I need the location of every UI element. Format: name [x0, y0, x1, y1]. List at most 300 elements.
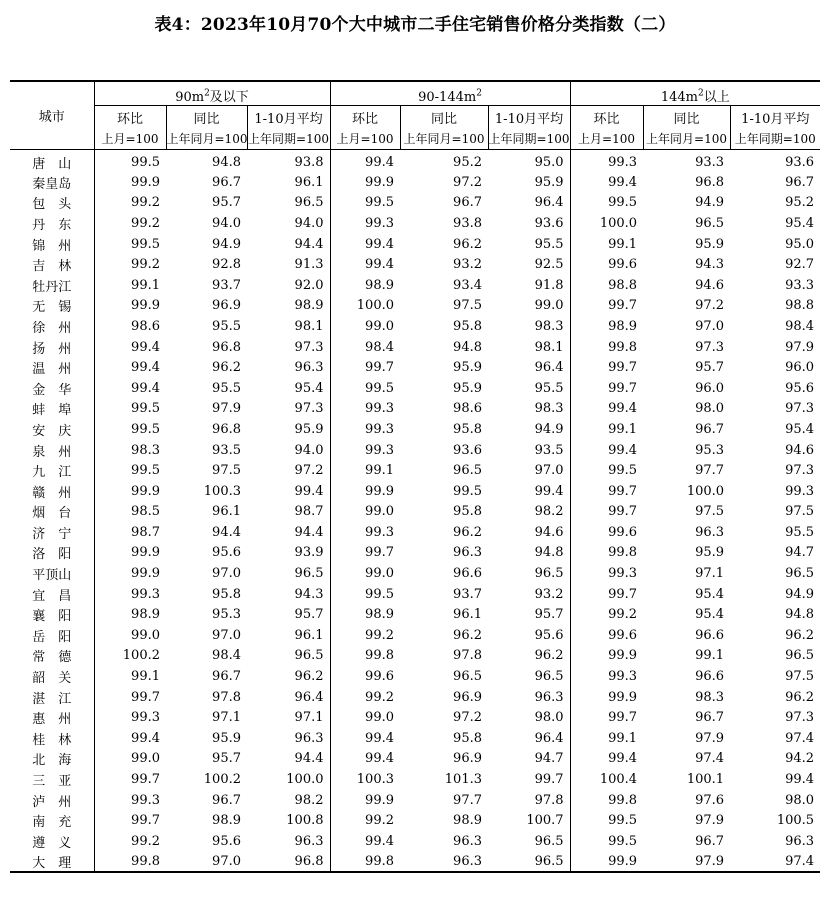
value-cell: 92.8	[212, 257, 241, 273]
city-cell: 济 宁	[10, 522, 94, 543]
table-row	[10, 440, 820, 461]
sub-header: 环比	[94, 106, 166, 129]
value-cell: 99.3	[131, 792, 160, 808]
city-cell: 丹 东	[10, 213, 94, 234]
value-cell: 94.4	[294, 524, 324, 540]
sub-header: 1-10月平均	[730, 106, 820, 129]
value-cell: 96.7	[212, 792, 241, 808]
value-cell: 99.4	[294, 483, 324, 499]
value-cell: 95.5	[212, 380, 241, 396]
value-cell: 93.2	[534, 586, 564, 602]
value-cell: 98.8	[785, 298, 815, 314]
value-cell: 97.9	[695, 730, 725, 746]
city-cell: 桂 林	[10, 728, 94, 749]
table-row	[10, 831, 820, 852]
value-cell: 95.6	[785, 380, 815, 396]
value-cell: 99.0	[131, 627, 160, 643]
value-cell: 99.8	[94, 852, 166, 873]
value-cell: 96.2	[534, 648, 564, 664]
value-cell: 97.3	[785, 710, 815, 726]
value-cell: 96.5	[294, 566, 324, 582]
value-cell: 93.2	[453, 257, 482, 273]
base-header: 上月=100	[570, 128, 643, 150]
value-cell: 95.9	[695, 545, 725, 561]
city-cell: 徐 州	[10, 316, 94, 337]
value-cell: 97.0	[212, 566, 241, 582]
value-cell: 99.9	[330, 481, 400, 502]
value-cell: 96.6	[695, 669, 725, 685]
table-row	[10, 769, 820, 790]
value-cell: 99.4	[570, 172, 643, 193]
table-row	[10, 213, 820, 234]
value-cell: 93.8	[453, 215, 482, 231]
value-cell: 94.0	[294, 442, 324, 458]
value-cell: 99.5	[330, 584, 400, 605]
value-cell: 100.5	[776, 813, 815, 829]
city-cell: 赣 州	[10, 481, 94, 502]
value-cell: 96.5	[488, 852, 570, 873]
value-cell: 96.3	[785, 833, 815, 849]
table-row	[10, 687, 820, 708]
table-row	[10, 357, 820, 378]
city-cell: 遵 义	[10, 831, 94, 852]
value-cell: 99.1	[570, 728, 643, 749]
value-cell: 96.3	[453, 833, 482, 849]
value-cell: 97.5	[695, 504, 725, 520]
value-cell: 96.8	[212, 421, 241, 437]
value-cell: 95.6	[534, 627, 564, 643]
table-row	[10, 399, 820, 420]
value-cell: 99.0	[330, 502, 400, 523]
value-cell: 96.8	[212, 339, 241, 355]
value-cell: 99.9	[131, 483, 160, 499]
city-cell: 洛 阳	[10, 543, 94, 564]
value-cell: 97.3	[294, 401, 324, 417]
table-row	[10, 296, 820, 317]
table-row	[10, 728, 820, 749]
value-cell: 94.6	[785, 442, 815, 458]
value-cell: 99.0	[534, 298, 564, 314]
value-cell: 94.8	[212, 155, 241, 170]
value-cell: 99.9	[131, 298, 160, 314]
group-label-pre: 144m	[660, 90, 698, 105]
value-cell: 99.6	[570, 522, 643, 543]
value-cell: 95.8	[453, 730, 482, 746]
value-cell: 94.3	[294, 586, 324, 602]
value-cell: 97.4	[785, 730, 815, 746]
value-cell: 99.5	[570, 831, 643, 852]
city-cell: 烟 台	[10, 502, 94, 523]
value-cell: 94.8	[453, 339, 482, 355]
value-cell: 96.1	[294, 174, 324, 190]
value-cell: 96.9	[453, 689, 482, 705]
table-row	[10, 378, 820, 399]
value-cell: 99.5	[570, 810, 643, 831]
city-cell: 湛 江	[10, 687, 94, 708]
value-cell: 96.1	[294, 627, 324, 643]
value-cell: 96.7	[785, 174, 815, 190]
value-cell: 95.8	[212, 586, 241, 602]
value-cell: 99.1	[330, 460, 400, 481]
value-cell: 100.4	[570, 769, 643, 790]
value-cell: 99.2	[330, 687, 400, 708]
value-cell: 99.7	[570, 707, 643, 728]
value-cell: 96.3	[695, 524, 725, 540]
table-row	[10, 543, 820, 564]
value-cell: 96.2	[453, 236, 482, 252]
group-header-small	[94, 81, 330, 106]
table-row	[10, 522, 820, 543]
value-cell: 97.5	[212, 463, 241, 479]
value-cell: 97.0	[166, 852, 247, 873]
city-cell: 吉 林	[10, 254, 94, 275]
table-row	[10, 749, 820, 770]
value-cell: 95.8	[453, 421, 482, 437]
value-cell: 99.0	[330, 563, 400, 584]
value-cell: 94.8	[534, 545, 564, 561]
value-cell: 94.9	[785, 586, 815, 602]
value-cell: 99.8	[330, 646, 400, 667]
value-cell: 96.6	[453, 566, 482, 582]
value-cell: 97.7	[453, 792, 482, 808]
value-cell: 99.3	[570, 563, 643, 584]
value-cell: 96.3	[400, 852, 488, 873]
value-cell: 96.7	[695, 421, 725, 437]
value-cell: 97.2	[453, 174, 482, 190]
value-cell: 95.9	[534, 174, 564, 190]
value-cell: 93.7	[453, 586, 482, 602]
value-cell: 93.5	[212, 442, 241, 458]
value-cell: 99.8	[330, 852, 400, 873]
value-cell: 99.3	[330, 399, 400, 420]
value-cell: 99.8	[570, 543, 643, 564]
value-cell: 92.5	[534, 257, 564, 273]
table-row	[10, 810, 820, 831]
value-cell: 95.8	[453, 318, 482, 334]
value-cell: 99.3	[570, 666, 643, 687]
city-cell: 牡丹江	[10, 275, 94, 296]
table-row	[10, 419, 820, 440]
city-cell: 唐 山	[10, 150, 94, 173]
value-cell: 99.4	[534, 483, 564, 499]
value-cell: 100.7	[526, 813, 564, 829]
value-cell: 93.8	[294, 155, 324, 170]
value-cell: 98.4	[212, 648, 241, 664]
value-cell: 99.4	[131, 730, 160, 746]
group-label-sup: 2	[204, 88, 210, 99]
value-cell: 96.5	[785, 648, 815, 664]
value-cell: 97.3	[785, 401, 815, 417]
value-cell: 94.9	[212, 236, 241, 252]
value-cell: 99.2	[570, 604, 643, 625]
city-cell: 南 充	[10, 810, 94, 831]
value-cell: 99.5	[570, 193, 643, 214]
value-cell: 99.5	[131, 401, 160, 417]
value-cell: 96.3	[294, 833, 324, 849]
value-cell: 98.9	[570, 316, 643, 337]
value-cell: 95.7	[695, 360, 725, 376]
value-cell: 99.3	[330, 419, 400, 440]
value-cell: 95.4	[695, 607, 725, 623]
value-cell: 99.4	[330, 728, 400, 749]
city-cell: 韶 关	[10, 666, 94, 687]
value-cell: 96.5	[453, 669, 482, 685]
value-cell: 99.4	[131, 380, 160, 396]
table-row	[10, 150, 820, 173]
group-label-sup: 2	[476, 88, 482, 99]
value-cell: 95.7	[212, 195, 241, 211]
value-cell: 96.5	[534, 669, 564, 685]
value-cell: 98.1	[294, 318, 324, 334]
value-cell: 96.5	[785, 566, 815, 582]
value-cell: 94.6	[695, 277, 725, 293]
value-cell: 99.4	[330, 749, 400, 770]
value-cell: 95.3	[695, 442, 725, 458]
value-cell: 98.7	[131, 524, 160, 540]
value-cell: 94.8	[785, 607, 815, 623]
city-cell: 常 德	[10, 646, 94, 667]
value-cell: 99.4	[570, 440, 643, 461]
value-cell: 100.0	[686, 483, 725, 499]
value-cell: 99.4	[330, 234, 400, 255]
value-cell: 98.6	[131, 318, 160, 334]
value-cell: 99.3	[330, 440, 400, 461]
value-cell: 97.0	[534, 463, 564, 479]
value-cell: 98.9	[453, 813, 482, 829]
value-cell: 97.8	[453, 648, 482, 664]
value-cell: 96.1	[212, 504, 241, 520]
value-cell: 93.6	[785, 155, 815, 170]
value-cell: 99.6	[570, 625, 643, 646]
city-cell: 岳 阳	[10, 625, 94, 646]
value-cell: 99.4	[330, 831, 400, 852]
value-cell: 98.4	[785, 318, 815, 334]
value-cell: 99.2	[330, 810, 400, 831]
value-cell: 99.7	[330, 543, 400, 564]
base-header: 上月=100	[94, 128, 166, 150]
value-cell: 95.2	[453, 155, 482, 170]
city-column-header: 城市	[10, 81, 94, 150]
value-cell: 96.3	[534, 689, 564, 705]
value-cell: 99.1	[131, 277, 160, 293]
value-cell: 99.9	[131, 566, 160, 582]
table-row	[10, 852, 820, 873]
value-cell: 99.5	[131, 463, 160, 479]
city-cell: 九 江	[10, 460, 94, 481]
value-cell: 99.4	[570, 399, 643, 420]
value-cell: 95.5	[785, 524, 815, 540]
value-cell: 99.1	[570, 234, 643, 255]
value-cell: 97.7	[695, 463, 725, 479]
page-title: 表4：2023年10月70个大中城市二手住宅销售价格分类指数（二）	[154, 15, 676, 35]
value-cell: 99.9	[570, 687, 643, 708]
value-cell: 100.3	[203, 483, 241, 499]
value-cell: 94.6	[534, 524, 564, 540]
value-cell: 96.2	[785, 689, 815, 705]
value-cell: 99.8	[570, 337, 643, 358]
value-cell: 96.0	[695, 380, 725, 396]
value-cell: 99.9	[131, 174, 160, 190]
value-cell: 96.1	[453, 607, 482, 623]
value-cell: 97.9	[643, 852, 730, 873]
value-cell: 97.4	[695, 751, 725, 767]
value-cell: 94.3	[695, 257, 725, 273]
base-header: 上年同期=100	[730, 128, 820, 150]
value-cell: 95.2	[785, 195, 815, 211]
value-cell: 96.7	[212, 174, 241, 190]
city-cell: 宜 昌	[10, 584, 94, 605]
value-cell: 97.0	[695, 318, 725, 334]
header-row-base	[10, 128, 820, 150]
value-cell: 95.5	[534, 380, 564, 396]
value-cell: 99.3	[131, 586, 160, 602]
value-cell: 97.0	[212, 627, 241, 643]
value-cell: 93.7	[212, 277, 241, 293]
value-cell: 97.8	[534, 792, 564, 808]
value-cell: 99.3	[785, 483, 815, 499]
sub-header: 同比	[400, 106, 488, 129]
value-cell: 96.2	[453, 524, 482, 540]
value-cell: 96.3	[453, 545, 482, 561]
value-cell: 99.0	[330, 707, 400, 728]
value-cell: 99.2	[131, 833, 160, 849]
value-cell: 93.9	[294, 545, 324, 561]
value-cell: 99.3	[570, 150, 643, 173]
city-cell: 金 华	[10, 378, 94, 399]
sub-header: 环比	[570, 106, 643, 129]
value-cell: 96.8	[247, 852, 330, 873]
value-cell: 95.7	[294, 607, 324, 623]
value-cell: 94.7	[534, 751, 564, 767]
value-cell: 98.4	[330, 337, 400, 358]
value-cell: 101.3	[444, 772, 482, 788]
value-cell: 97.9	[695, 813, 725, 829]
value-cell: 95.9	[695, 236, 725, 252]
value-cell: 99.4	[785, 772, 815, 788]
value-cell: 99.5	[330, 193, 400, 214]
value-cell: 98.3	[534, 401, 564, 417]
city-cell: 惠 州	[10, 707, 94, 728]
table-row	[10, 502, 820, 523]
value-cell: 98.9	[294, 298, 324, 314]
value-cell: 95.9	[212, 730, 241, 746]
value-cell: 95.7	[212, 751, 241, 767]
value-cell: 93.4	[453, 277, 482, 293]
value-cell: 97.2	[294, 463, 324, 479]
value-cell: 96.2	[212, 360, 241, 376]
value-cell: 99.9	[131, 545, 160, 561]
value-cell: 96.0	[785, 360, 815, 376]
value-cell: 95.4	[695, 586, 725, 602]
value-cell: 99.6	[570, 254, 643, 275]
value-cell: 97.5	[785, 504, 815, 520]
value-cell: 97.1	[294, 710, 324, 726]
city-cell: 北 海	[10, 749, 94, 770]
value-cell: 98.2	[534, 504, 564, 520]
value-cell: 97.2	[453, 710, 482, 726]
value-cell: 99.2	[131, 215, 160, 231]
value-cell: 100.1	[686, 772, 725, 788]
value-cell: 93.3	[785, 277, 815, 293]
value-cell: 96.5	[294, 648, 324, 664]
value-cell: 100.3	[330, 769, 400, 790]
value-cell: 96.3	[294, 730, 324, 746]
value-cell: 95.4	[785, 215, 815, 231]
table-row	[10, 234, 820, 255]
group-header-medium	[330, 81, 570, 106]
value-cell: 99.5	[131, 421, 160, 437]
value-cell: 98.9	[330, 275, 400, 296]
value-cell: 99.7	[570, 584, 643, 605]
value-cell: 99.7	[131, 689, 160, 705]
sub-header: 同比	[643, 106, 730, 129]
value-cell: 98.6	[453, 401, 482, 417]
value-cell: 93.6	[534, 215, 564, 231]
city-cell: 大 理	[10, 852, 94, 873]
table-row	[10, 193, 820, 214]
value-cell: 96.2	[294, 669, 324, 685]
value-cell: 98.0	[695, 401, 725, 417]
value-cell: 96.7	[695, 833, 725, 849]
city-cell: 扬 州	[10, 337, 94, 358]
table-row	[10, 275, 820, 296]
value-cell: 96.9	[453, 751, 482, 767]
value-cell: 94.9	[534, 421, 564, 437]
value-cell: 100.2	[122, 648, 160, 664]
value-cell: 99.6	[330, 666, 400, 687]
sub-header: 同比	[166, 106, 247, 129]
value-cell: 94.4	[294, 236, 324, 252]
value-cell: 98.3	[131, 442, 160, 458]
value-cell: 99.5	[330, 378, 400, 399]
group-label-pre: 90m	[175, 90, 205, 105]
city-cell: 温 州	[10, 357, 94, 378]
base-header: 上年同期=100	[247, 128, 330, 150]
value-cell: 95.9	[294, 421, 324, 437]
value-cell: 99.1	[570, 419, 643, 440]
value-cell: 100.2	[203, 772, 241, 788]
value-cell: 97.9	[785, 339, 815, 355]
value-cell: 95.4	[785, 421, 815, 437]
price-index-table	[10, 80, 820, 873]
value-cell: 97.5	[453, 298, 482, 314]
table-row	[10, 646, 820, 667]
sub-header: 1-10月平均	[247, 106, 330, 129]
city-cell: 泸 州	[10, 790, 94, 811]
city-cell: 襄 阳	[10, 604, 94, 625]
table-row	[10, 584, 820, 605]
value-cell: 97.1	[695, 566, 725, 582]
table-row	[10, 481, 820, 502]
city-cell: 平顶山	[10, 563, 94, 584]
city-cell: 无 锡	[10, 296, 94, 317]
value-cell: 100.0	[286, 772, 324, 788]
value-cell: 93.3	[695, 155, 725, 170]
value-cell: 99.1	[131, 669, 160, 685]
value-cell: 94.0	[294, 215, 324, 231]
value-cell: 99.2	[131, 257, 160, 273]
table-row	[10, 460, 820, 481]
value-cell: 99.0	[131, 751, 160, 767]
value-cell: 97.1	[212, 710, 241, 726]
value-cell: 92.0	[294, 277, 324, 293]
group-label-post: 及以下	[209, 90, 249, 105]
value-cell: 96.9	[212, 298, 241, 314]
value-cell: 99.5	[570, 460, 643, 481]
value-cell: 96.5	[534, 566, 564, 582]
value-cell: 94.0	[212, 215, 241, 231]
value-cell: 96.7	[212, 669, 241, 685]
